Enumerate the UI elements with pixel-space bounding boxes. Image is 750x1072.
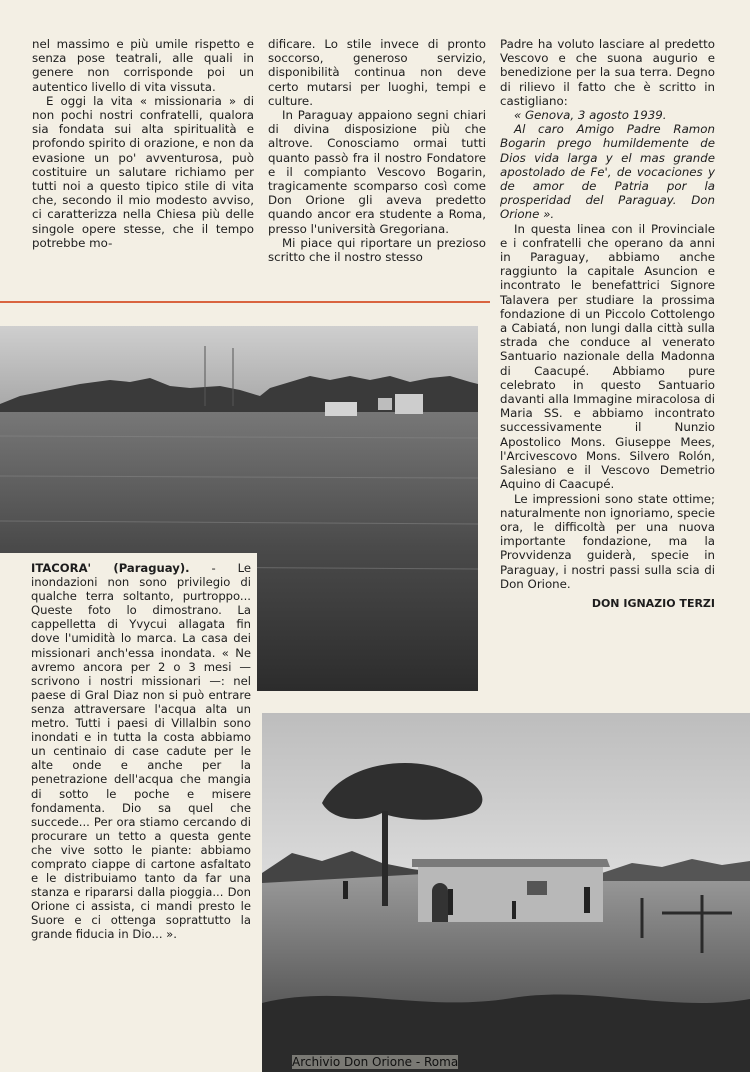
column3-paragraph-2: In questa linea con il Provinciale e i confratelli che operano da anni in Paraguay, abbiamo anche raggiunto la capitale Asuncion e incontrato le benefattrici Signore Talavera per studiare la prossima fondazione di un Piccolo Cottolengo a Cabiatá, non lungi dalla città sulla strada che conduce al venerato Santuario nazionale della Madonna di Caacupé. Abbiamo pure celebrato in questo Santuario davanti alla Immagine miracolosa di Maria SS. e abbiamo incontrato successivamente il Nunzio Apostolico Mons. Giuseppe Mees, l'Arcivescovo Mons. Silvero Rolón, Salesiano e il Vescovo Demetrio Aquino di Caacupé. xyxy=(500,221,715,492)
column3-quote-text: Al caro Amigo Padre Ramon Bogarin prego humildemente de Dios vida larga y el mas grande apostolado de Fe', de vocaciones y de amor de Patria por la prosperidad del Paraguay. Don Orione ». xyxy=(500,122,715,222)
section-divider xyxy=(0,301,490,303)
text-column-3 xyxy=(500,37,715,611)
author-signature: DON IGNAZIO TERZI xyxy=(591,596,715,610)
column1-paragraph-2: E oggi la vita « missionaria » di non pochi nostri confratelli, qualora sia fondata sui alta spiritualità e profondo spirito di orazione, e non da evasione un po' avventurosa, può costituire un salutare richiamo per tutti noi a questo tipico stile di vita che, secondo il mio modesto avviso, ci caratterizza nella Chiesa più delle singole opere stesse, che il tempo potrebbe mo- xyxy=(32,93,254,250)
column3-intro: Padre ha voluto lasciare al predetto Vescovo e che suona augurio e benedizione per la sua terra. Degno di rilievo il fatto che è scritto in castigliano: xyxy=(500,37,715,108)
caption-text: - Le inondazioni non sono privilegio di qualche terra soltanto, purtroppo... Queste foto lo dimostrano. La cappelletta di Yvycui allagata fin dove l'umidità lo marca. La casa dei missionari anch'essa inondata. « Ne avremo ancora per 2 o 3 mesi — scrivono i nostri missionari —: nel paese di Gral Diaz non si può entrare senza attraversare l'acqua alta un metro. Tutti i paesi di Villalbin sono inondati e in tutta la costa abbiamo un centinaio di case cadute per le alte onde e anche per la penetrazione dell'acqua che mangia di sotto le poche e misere fondamenta. Dio sa quel che succede... Per ora stiamo cercando di procurare un tetto a questa gente che vive sotto le piante: abbiamo comprato ciappe di cartone asfaltato e le distribuiamo tanto da far una stanza e ripararsi dalla pioggia... Don Orione ci assista, ci mandi presto le Suore e ci ottenga soprattutto la grande fiducia in Dio... ». xyxy=(31,561,251,942)
text-column-2 xyxy=(268,37,486,264)
photo-caption xyxy=(0,553,257,1072)
archive-footer: Archivio Don Orione - Roma xyxy=(292,1055,459,1069)
column2-paragraph-3: Mi piace qui riportare un prezioso scritto che il nostro stesso xyxy=(268,235,486,265)
text-column-1 xyxy=(32,37,254,250)
flood-photo-2-image xyxy=(262,713,750,1072)
column1-paragraph-1: nel massimo e più umile rispetto e senza pose teatrali, alle quali in genere non corrisponde poi un autentico livello di vita vissuta. xyxy=(32,37,254,94)
flood-photo-2 xyxy=(262,713,750,1072)
column3-quote-date: « Genova, 3 agosto 1939. xyxy=(514,108,667,123)
column3-paragraph-3: Le impressioni sono state ottime; naturalmente non ignoriamo, specie ora, le difficoltà per una nuova importante fondazione, ma la Provvidenza guiderà, specie in Paraguay, i nostri passi sulla scia di Don Orione. xyxy=(500,491,715,591)
caption-title: ITACORA' (Paraguay). xyxy=(31,561,190,575)
column2-paragraph-1: dificare. Lo stile invece di pronto soccorso, generoso servizio, disponibilità continua non deve certo mutarsi per luoghi, tempi e culture. xyxy=(268,37,486,108)
column2-paragraph-2: In Paraguay appaiono segni chiari di divina disposizione più che altrove. Conosciamo ormai tutti quanto passò fra il nostro Fondatore e il compianto Vescovo Bogarin, tragicamente scomparso così come Don Orione gli aveva predetto quando ancor era studente a Roma, presso l'università Gregoriana. xyxy=(268,108,486,236)
